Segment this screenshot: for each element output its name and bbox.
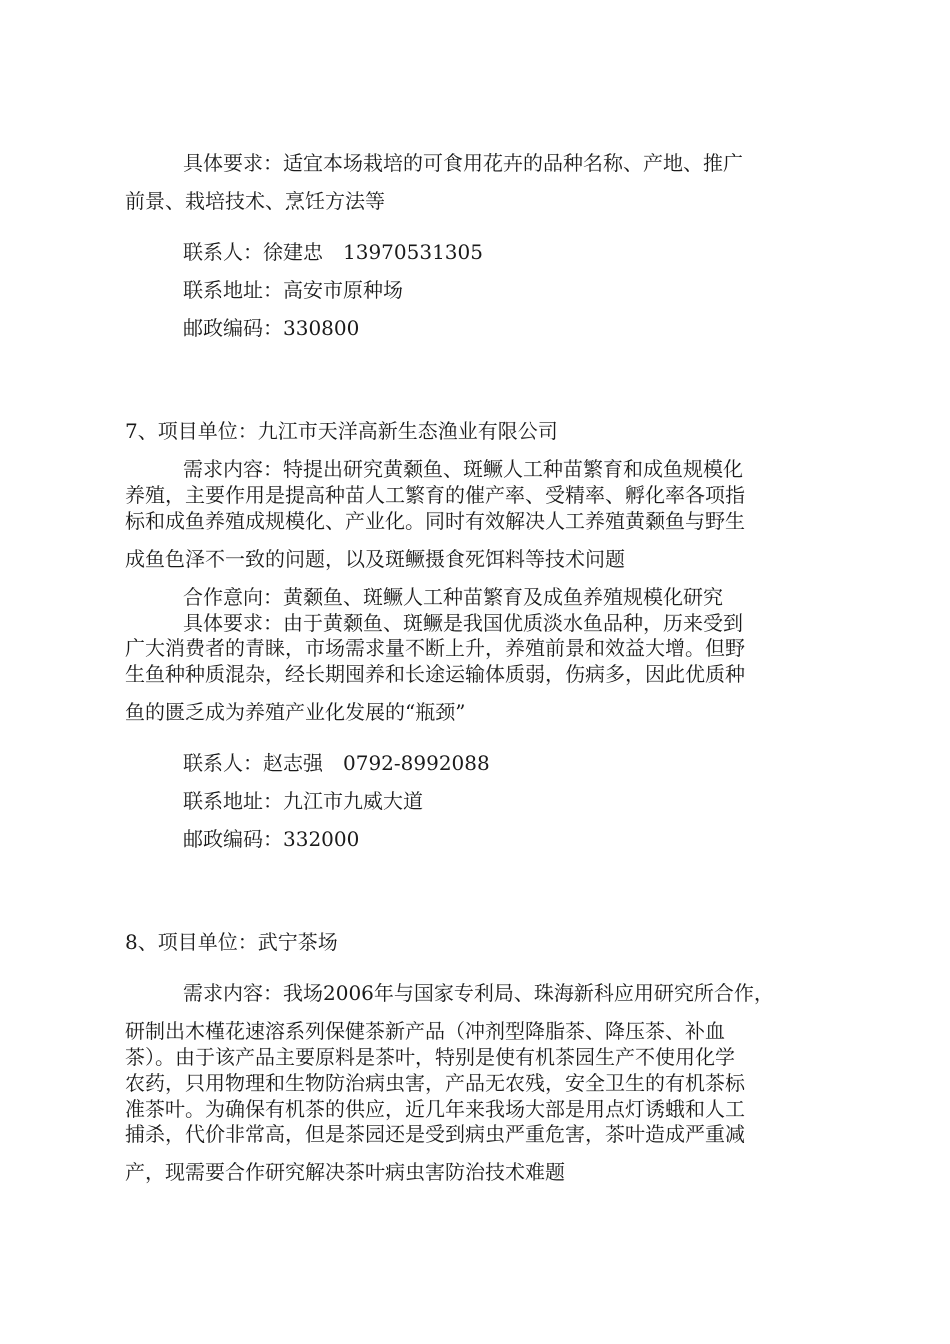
paragraph-line: 捕杀，代价非常高，但是茶园还是受到病虫严重危害，茶叶造成严重减 [125, 1122, 745, 1146]
contact-address: 联系地址：高安市原种场 [183, 278, 403, 302]
paragraph-line: 广大消费者的青睐，市场需求量不断上升，养殖前景和效益大增。但野 [125, 636, 745, 660]
paragraph-line: 需求内容：特提出研究黄颡鱼、斑鳜人工种苗繁育和成鱼规模化 [183, 457, 743, 481]
paragraph-line: 农药，只用物理和生物防治病虫害，产品无农残，安全卫生的有机茶标 [125, 1071, 745, 1095]
paragraph-line: 生鱼种种质混杂，经长期囤养和长途运输体质弱，伤病多，因此优质种 [125, 662, 745, 686]
postal-code: 邮政编码：330800 [183, 316, 360, 340]
paragraph-line: 具体要求：适宜本场栽培的可食用花卉的品种名称、产地、推广 [183, 151, 743, 175]
contact-address: 联系地址：九江市九威大道 [183, 789, 423, 813]
contact-person: 联系人：徐建忠 13970531305 [183, 240, 483, 264]
paragraph-line: 成鱼色泽不一致的问题，以及斑鳜摄食死饵料等技术问题 [125, 547, 625, 571]
section-heading: 8、项目单位：武宁茶场 [125, 930, 338, 954]
paragraph-line: 标和成鱼养殖成规模化、产业化。同时有效解决人工养殖黄颡鱼与野生 [125, 509, 745, 533]
paragraph-line: 合作意向：黄颡鱼、斑鳜人工种苗繁育及成鱼养殖规模化研究 [183, 585, 723, 609]
paragraph-line: 产，现需要合作研究解决茶叶病虫害防治技术难题 [125, 1160, 565, 1184]
paragraph-line: 需求内容：我场2006年与国家专利局、珠海新科应用研究所合作， [183, 981, 774, 1005]
paragraph-line: 研制出木槿花速溶系列保健茶新产品（冲剂型降脂茶、降压茶、补血 [125, 1019, 725, 1043]
paragraph-line: 茶）。由于该产品主要原料是茶叶，特别是使有机茶园生产不使用化学 [125, 1045, 735, 1069]
contact-person: 联系人：赵志强 0792-8992088 [183, 751, 490, 775]
paragraph-line: 养殖，主要作用是提高种苗人工繁育的催产率、受精率、孵化率各项指 [125, 483, 745, 507]
section-heading: 7、项目单位：九江市天洋高新生态渔业有限公司 [125, 419, 558, 443]
paragraph-line: 准茶叶。为确保有机茶的供应，近几年来我场大部是用点灯诱蛾和人工 [125, 1097, 745, 1121]
paragraph-line: 具体要求：由于黄颡鱼、斑鳜是我国优质淡水鱼品种，历来受到 [183, 611, 743, 635]
paragraph-line: 鱼的匮乏成为养殖产业化发展的“瓶颈” [125, 700, 466, 724]
paragraph-line: 前景、栽培技术、烹饪方法等 [125, 189, 385, 213]
postal-code: 邮政编码：332000 [183, 827, 360, 851]
